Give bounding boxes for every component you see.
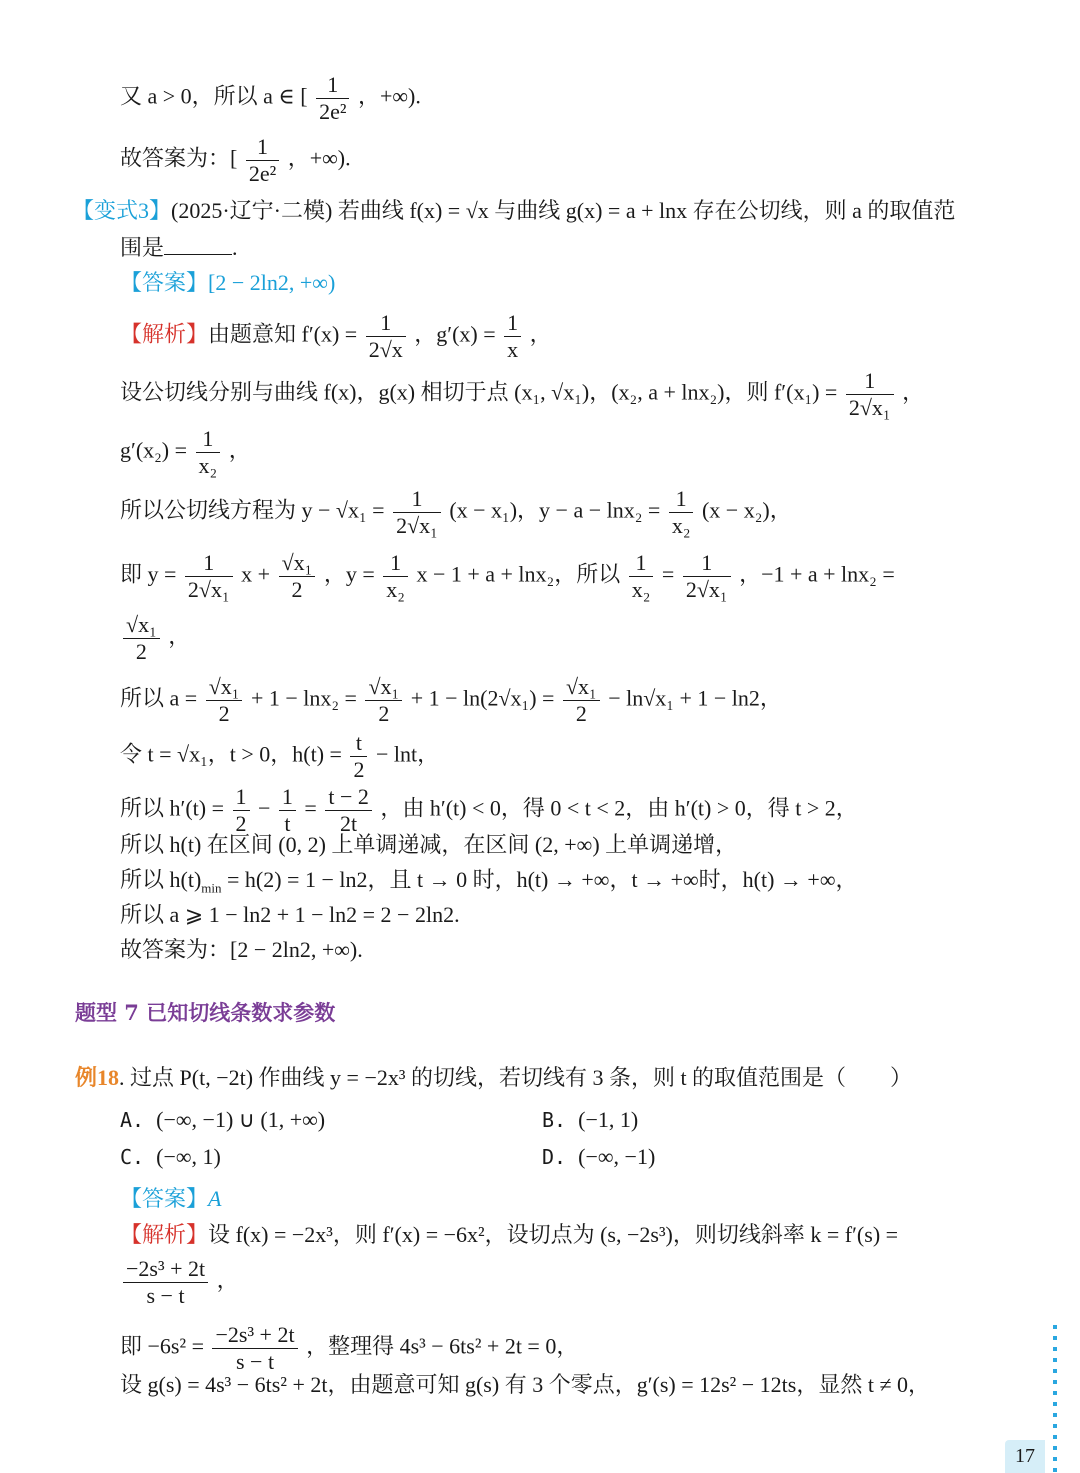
analysis-line — [120, 486, 792, 539]
denominator: 2√x₁ — [396, 513, 438, 538]
math-text: ，由 h′(t) < 0，得 0 < t < 2，由 h′(t) > 0，得 t > 2， — [380, 795, 858, 821]
math-text: x − 1 + a + lnx₂，所以 — [416, 561, 621, 587]
option-c[interactable] — [120, 1142, 221, 1172]
fraction — [246, 134, 279, 187]
fraction — [350, 730, 367, 783]
math-text: g′(x₂) = — [120, 437, 188, 463]
fraction — [185, 550, 233, 603]
example-question — [75, 1063, 912, 1093]
analysis-line — [120, 1220, 898, 1250]
denominator: x₂ — [631, 577, 651, 602]
math-text: = — [661, 561, 675, 587]
analysis-line — [120, 1370, 930, 1400]
analysis-line — [120, 1256, 239, 1309]
math-subscript: min — [201, 880, 222, 896]
analysis-line — [120, 550, 895, 603]
denominator: 2e² — [319, 99, 347, 124]
denominator: 2t — [340, 811, 358, 836]
dotted-margin-line — [1053, 1325, 1057, 1473]
fraction — [196, 426, 221, 479]
analysis-line — [120, 310, 552, 363]
denominator: x — [507, 337, 519, 362]
numerator: √x₁ — [123, 612, 160, 639]
fraction — [629, 550, 654, 603]
line-text: ，+∞). — [357, 83, 421, 109]
math-text: (x − x₂)， — [701, 497, 792, 523]
denominator: 2 — [378, 701, 390, 726]
denominator: x₂ — [386, 577, 405, 602]
math-text: 所以 h′(t) = — [120, 795, 224, 821]
numerator: 1 — [246, 134, 279, 161]
numerator: 1 — [233, 784, 250, 811]
math-text: ， — [168, 623, 191, 649]
math-text: − — [258, 795, 271, 821]
line-text: 故答案为：[ — [120, 145, 238, 171]
math-text: − ln√x₁ + 1 − ln2， — [608, 685, 782, 711]
numerator: 1 — [316, 72, 349, 99]
analysis-line — [120, 865, 858, 903]
math-text: 所以 h(t) — [120, 867, 202, 892]
math-text: ， — [216, 1267, 239, 1293]
denominator: 2 — [291, 577, 303, 602]
example-text: . 过点 P(t, −2t) 作曲线 y = −2x³ 的切线，若切线有 3 条，则 t 的取值范围是（ ） — [119, 1065, 913, 1090]
answer-tag: 【答案】 — [120, 270, 209, 295]
math-text: + 1 − lnx₂ = — [250, 685, 357, 711]
page-number: 17 — [1005, 1440, 1045, 1473]
numerator: −2s³ + 2t — [123, 1256, 208, 1283]
numerator: t — [350, 730, 367, 757]
math-text: 故答案为：[2 − 2ln2, +∞). — [120, 937, 363, 962]
example-tag: 例18 — [75, 1065, 120, 1090]
analysis-line — [120, 1322, 578, 1375]
analysis-tag: 【解析】 — [120, 321, 209, 347]
option-value: (−∞, 1) — [156, 1144, 221, 1169]
math-text: 即 −6s² = — [120, 1333, 204, 1359]
math-text: 令 t = √x₁，t > 0，h(t) = — [120, 741, 342, 767]
variant-text: . — [232, 235, 238, 260]
denominator: 2√x₁ — [187, 577, 230, 602]
analysis-line — [120, 368, 924, 421]
math-text: ，y = — [323, 561, 375, 587]
numerator: 1 — [279, 784, 296, 811]
math-text: ，−1 + a + lnx₂ = — [739, 561, 895, 587]
numerator: 1 — [393, 486, 441, 513]
math-text: 由题意知 f′(x) = — [208, 321, 358, 347]
answer-blank — [164, 232, 232, 255]
line-text: ，+∞). — [287, 145, 351, 171]
variant-question — [72, 196, 955, 226]
fraction — [316, 72, 349, 125]
variant-question-cont — [120, 232, 238, 263]
analysis-tag: 【解析】 — [120, 1222, 209, 1247]
math-text: 设 f(x) = −2x³，则 f′(x) = −6x²，设切点为 (s, −2s³)，则切线斜率 k = f′(s) = — [208, 1222, 899, 1247]
analysis-line — [120, 935, 363, 965]
math-text: 所以 a ⩾ 1 − ln2 + 1 − ln2 = 2 − 2ln2. — [120, 902, 460, 927]
fraction — [383, 550, 408, 603]
analysis-line — [120, 730, 439, 783]
fraction — [366, 310, 406, 363]
fraction — [504, 310, 521, 363]
math-text: 设公切线分别与曲线 f(x)，g(x) 相切于点 (x₁, √x₁)，(x₂, a + lnx₂)，则 f′(x₁) = — [120, 379, 838, 405]
denominator: t — [284, 811, 291, 836]
variant-text: (2025·辽宁·二模) 若曲线 f(x) = √x 与曲线 g(x) = a + lnx 存在公切线，则 a 的取值范 — [171, 198, 956, 223]
analysis-line — [120, 426, 251, 479]
math-text: 即 y = — [120, 561, 177, 587]
analysis-line — [120, 612, 190, 665]
option-b[interactable] — [542, 1105, 638, 1135]
text-line — [120, 134, 351, 187]
denominator: 2e² — [248, 161, 277, 186]
variant-tag: 【变式3】 — [72, 198, 172, 223]
numerator: 1 — [683, 550, 731, 577]
math-text: x + — [241, 561, 271, 587]
numerator: −2s³ + 2t — [212, 1322, 297, 1349]
math-text: 所以 a = — [120, 685, 198, 711]
numerator: 1 — [504, 310, 521, 337]
denominator: s − t — [146, 1283, 185, 1308]
option-value: (−1, 1) — [578, 1107, 639, 1132]
math-text: = — [304, 795, 317, 821]
option-a[interactable] — [120, 1105, 325, 1135]
option-value: (−∞, −1) ∪ (1, +∞) — [156, 1107, 326, 1132]
option-label: B. — [542, 1108, 567, 1132]
variant-text: 围是 — [120, 235, 165, 260]
fraction — [683, 550, 731, 603]
fraction — [123, 612, 160, 665]
answer-value: A — [208, 1186, 222, 1211]
fraction — [212, 1322, 297, 1375]
numerator: √x₁ — [365, 674, 402, 701]
numerator: 1 — [846, 368, 894, 395]
option-label: D. — [542, 1145, 567, 1169]
math-text: = h(2) = 1 − ln2，且 t → 0 时，h(t) → +∞，t → +∞时，h(t) → +∞， — [221, 867, 858, 892]
answer-value: [2 − 2ln2, +∞) — [208, 270, 336, 295]
math-text: ， — [529, 321, 552, 347]
numerator: 1 — [366, 310, 406, 337]
numerator: √x₁ — [206, 674, 243, 701]
option-label: A. — [120, 1108, 145, 1132]
line-text: 又 a > 0，所以 a ∈ [ — [120, 83, 308, 109]
numerator: 1 — [669, 486, 694, 513]
math-text: ， — [902, 379, 925, 405]
numerator: 1 — [185, 550, 233, 577]
fraction — [669, 486, 694, 539]
numerator: 1 — [629, 550, 654, 577]
denominator: 2 — [575, 701, 587, 726]
math-text: ， — [228, 437, 251, 463]
numerator: t − 2 — [325, 784, 372, 811]
analysis-line — [120, 674, 782, 727]
fraction — [365, 674, 402, 727]
fraction — [393, 486, 441, 539]
numerator: √x₁ — [563, 674, 600, 701]
denominator: 2 — [235, 811, 247, 836]
analysis-line — [120, 900, 460, 930]
analysis-line — [120, 830, 737, 860]
math-text: (x − x₁)，y − a − lnx₂ = — [449, 497, 661, 523]
fraction — [206, 674, 243, 727]
text-line — [120, 72, 421, 125]
fraction — [279, 550, 316, 603]
fraction — [123, 1256, 208, 1309]
numerator: √x₁ — [279, 550, 316, 577]
answer-line — [120, 1184, 221, 1214]
answer-line — [120, 268, 335, 298]
fraction — [846, 368, 894, 421]
math-text: 所以公切线方程为 y − √x₁ = — [120, 497, 385, 523]
denominator: 2√x₁ — [848, 395, 891, 420]
option-value: (−∞, −1) — [578, 1144, 656, 1169]
math-text: 所以 h(t) 在区间 (0, 2) 上单调递减，在区间 (2, +∞) 上单调递增， — [120, 832, 738, 857]
denominator: 2 — [353, 757, 365, 782]
numerator: 1 — [196, 426, 221, 453]
denominator: 2 — [135, 639, 147, 664]
denominator: 2 — [218, 701, 230, 726]
section-title: 题型 7 已知切线条数求参数 — [75, 1000, 336, 1025]
option-d[interactable] — [542, 1142, 655, 1172]
option-label: C. — [120, 1145, 145, 1169]
math-text: ，g′(x) = — [414, 321, 496, 347]
denominator: 2√x — [368, 337, 403, 362]
math-text: 设 g(s) = 4s³ − 6ts² + 2t，由题意可知 g(s) 有 3 个零点，g′(s) = 12s² − 12ts，显然 t ≠ 0， — [120, 1372, 931, 1397]
math-text: ，整理得 4s³ − 6ts² + 2t = 0， — [306, 1333, 579, 1359]
math-text: + 1 − ln(2√x₁) = — [410, 685, 555, 711]
denominator: 2√x₁ — [685, 577, 728, 602]
answer-tag: 【答案】 — [120, 1186, 209, 1211]
denominator: s − t — [235, 1349, 275, 1374]
fraction — [563, 674, 600, 727]
denominator: x₂ — [671, 513, 691, 538]
numerator: 1 — [383, 550, 408, 577]
denominator: x₂ — [198, 453, 218, 478]
math-text: − lnt， — [375, 741, 440, 767]
